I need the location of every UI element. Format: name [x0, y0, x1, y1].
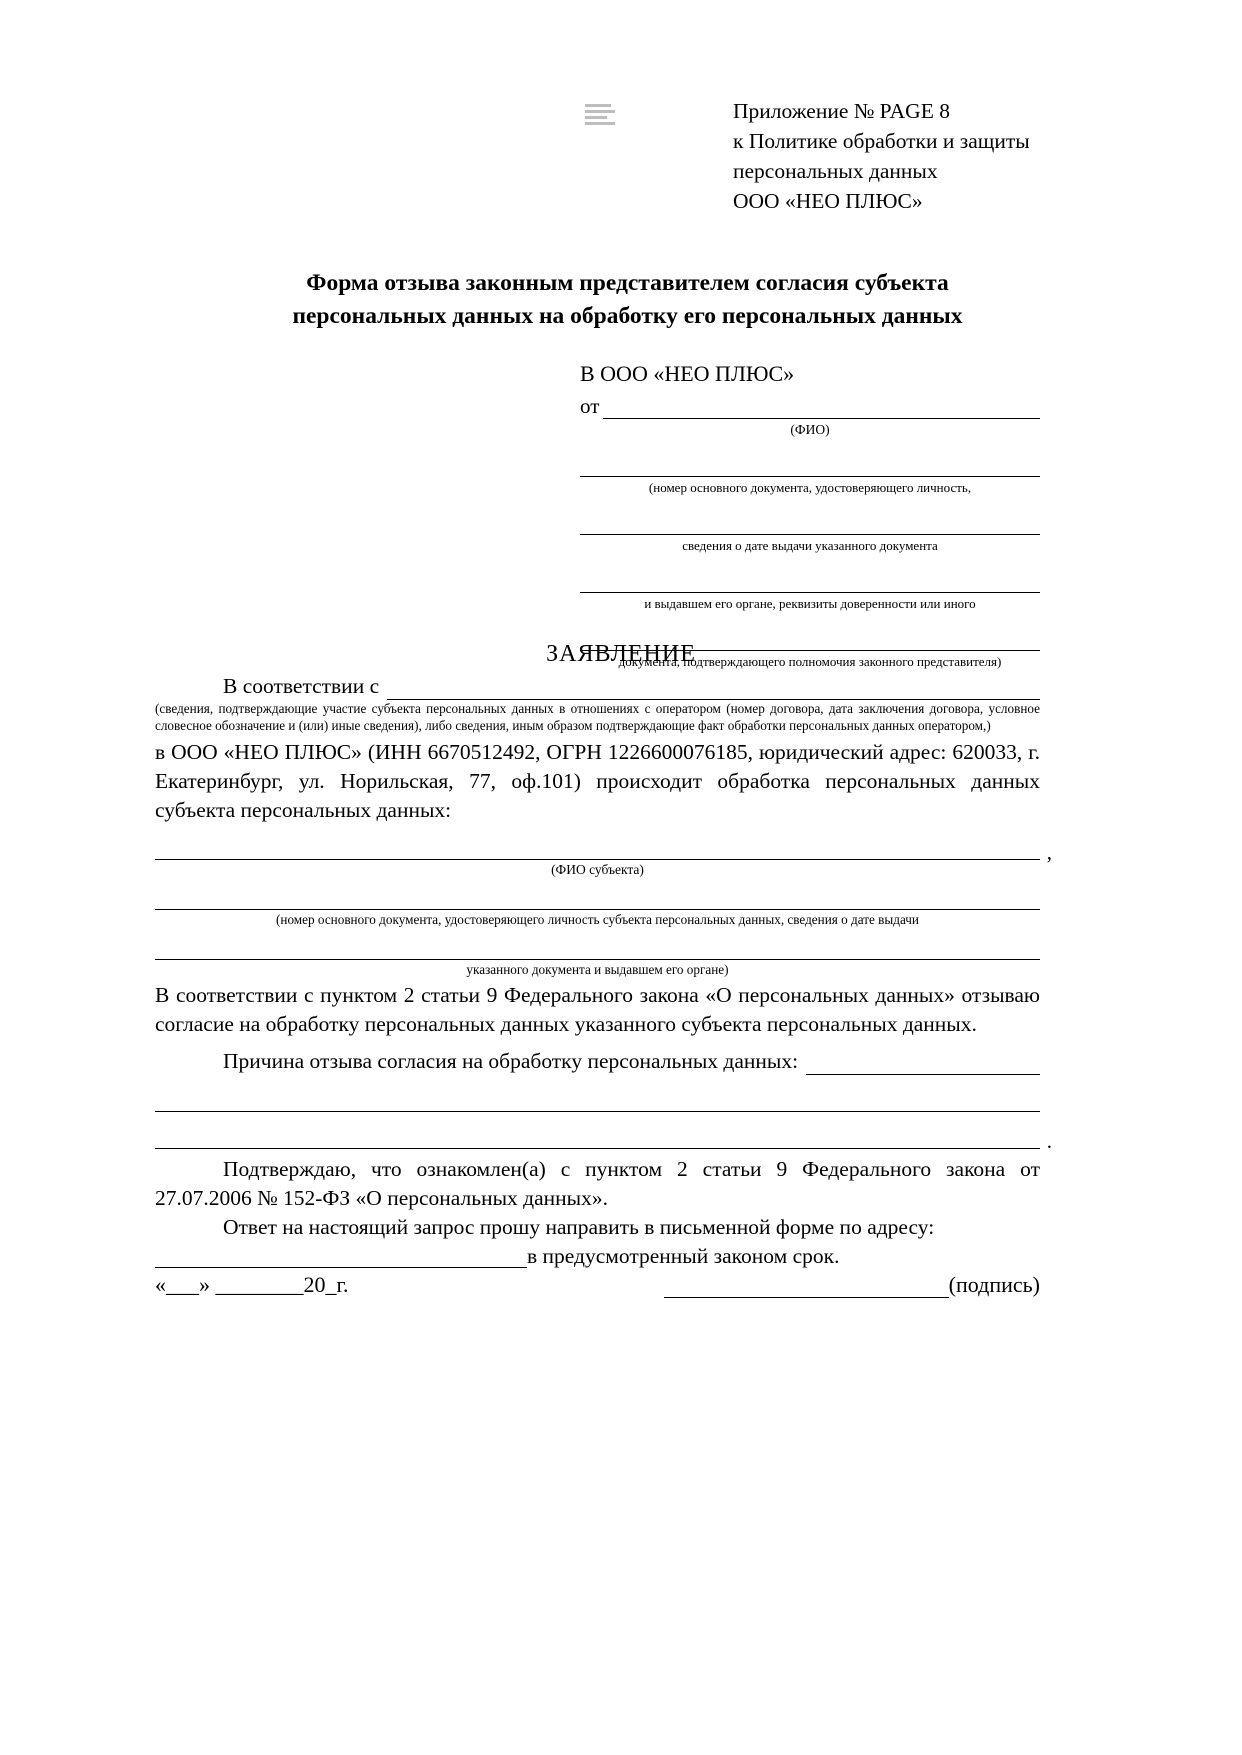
confirm-paragraph: Подтверждаю, что ознакомлен(а) с пунктом 2 статьи 9 Федерального закона от 27.07.2006 № 152-ФЗ «О персональных данных». [155, 1157, 1040, 1210]
fineprint-note: (сведения, подтверждающие участие субъекта персональных данных в отношениях с оператором (номер договора, дата заключения договора, условное словесное обозначение и (или) иные сведения), либо сведения, иным образом подтверждающие факт обработки персональных данных оператором,) [155, 701, 1040, 733]
reason-field-1[interactable] [806, 1054, 1040, 1075]
redaction-mark-icon [585, 104, 619, 130]
caption-subject-fio: (ФИО субъекта) [551, 862, 644, 877]
address-field[interactable] [155, 1245, 527, 1268]
addressee-fio-field[interactable] [603, 398, 1040, 419]
caption-doc-powers: документа, подтверждающего полномочия законного представителя) [618, 654, 1002, 669]
addressee-from-label: от [580, 394, 600, 418]
term-label: в предусмотренный законом срок. [527, 1244, 840, 1268]
statement-heading: ЗАЯВЛЕНИЕ [546, 641, 696, 667]
header-line-1: Приложение № PAGE 8 [733, 99, 950, 123]
signature-block [664, 1272, 1040, 1298]
operator-paragraph: в ООО «НЕО ПЛЮС» (ИНН 6670512492, ОГРН 1226600076185, юридический адрес: 620033, г. Екатеринбург, ул. Норильская, 77, оф.101) происходит обработка персональных данных субъекта персональных данных: [155, 740, 1040, 822]
in-accordance-label: В соответствии с [223, 674, 380, 698]
reason-field-2[interactable] [155, 1085, 1040, 1112]
header-text-block [733, 96, 1153, 216]
signature-field[interactable] [664, 1277, 949, 1298]
header-line-4: ООО «НЕО ПЛЮС» [733, 189, 923, 213]
subject-doc-field-2[interactable] [155, 933, 1040, 960]
page-title [175, 267, 1080, 333]
caption-doc-date: сведения о дате выдачи указанного документа [682, 538, 938, 553]
caption-doc-number: (номер основного документа, удостоверяющего личность, [648, 480, 972, 495]
addressee-from-row [580, 394, 1040, 419]
document-body [155, 672, 1052, 1268]
comma-tail: , [1046, 840, 1052, 864]
period-tail: . [1046, 1129, 1052, 1153]
addressee-doc-date-field[interactable] [580, 512, 1040, 535]
address-term-row [155, 1244, 1040, 1268]
page-title-line-2: персональных данных на обработку его персональных данных [292, 303, 963, 329]
subject-fio-field[interactable] [155, 833, 1052, 864]
page-title-line-1: Форма отзыва законным представителем согласия субъекта [306, 270, 949, 296]
in-accordance-row [155, 672, 1040, 700]
header-line-3: персональных данных [733, 159, 938, 183]
addressee-block [580, 360, 1040, 670]
reason-row [155, 1047, 1040, 1075]
caption-doc-organ: и выдавшем его органе, реквизиты доверенности или иного [644, 596, 976, 611]
answer-paragraph: Ответ на настоящий запрос прошу направить в письменной форме по адресу: [223, 1215, 935, 1239]
caption-fio: (ФИО) [790, 422, 830, 437]
date-field[interactable]: «___» ________20_г. [155, 1272, 349, 1297]
signature-row [155, 1272, 1040, 1298]
addressee-doc-number-field[interactable] [580, 454, 1040, 477]
header-line-2: к Политике обработки и защиты [733, 129, 1030, 153]
reason-label: Причина отзыва согласия на обработку персональных данных: [223, 1049, 799, 1073]
reason-field-3[interactable] [155, 1122, 1052, 1153]
caption-subject-doc-2: указанного документа и выдавшем его органе) [466, 962, 729, 977]
caption-subject-doc: (номер основного документа, удостоверяющего личность субъекта персональных данных, сведения о дате выдачи [276, 912, 919, 927]
addressee-organization: В ООО «НЕО ПЛЮС» [580, 361, 795, 386]
addressee-doc-organ-field[interactable] [580, 570, 1040, 593]
subject-doc-field[interactable] [155, 883, 1040, 910]
signature-label: (подпись) [948, 1272, 1040, 1297]
in-accordance-field[interactable] [387, 679, 1040, 700]
withdrawal-paragraph: В соответствии с пунктом 2 статьи 9 Федерального закона «О персональных данных» отзываю согласие на обработку персональных данных указанного субъекта персональных данных. [155, 983, 1040, 1036]
document-header [0, 96, 1242, 216]
